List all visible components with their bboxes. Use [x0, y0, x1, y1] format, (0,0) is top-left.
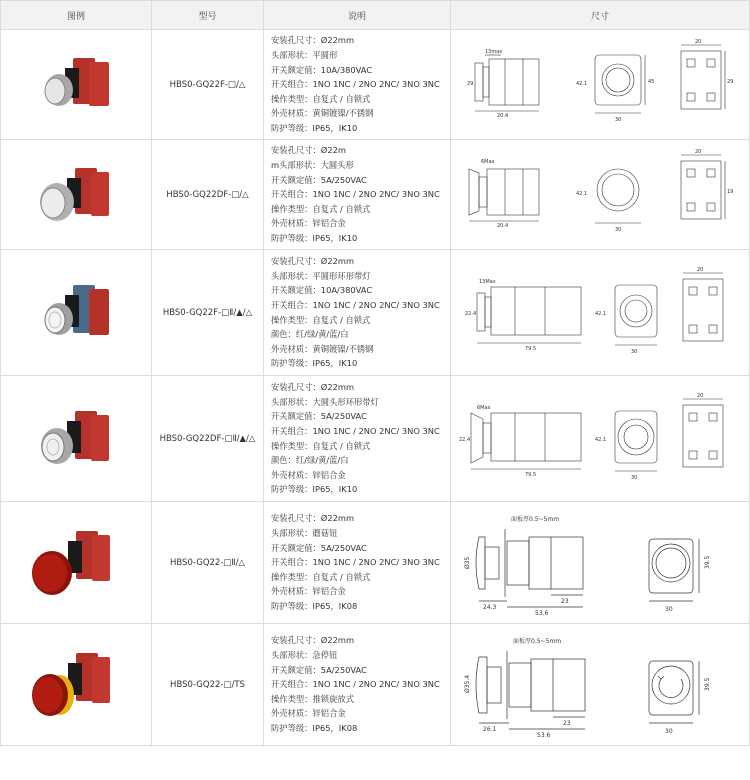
spec-line: 防护等级：IP65，IK10: [271, 122, 358, 133]
svg-text:19: 19: [727, 189, 734, 195]
svg-text:30: 30: [615, 117, 622, 123]
svg-text:22.4: 22.4: [465, 310, 477, 317]
spec-line: 开关组合：1NO 1NC / 2NO 2NC/ 3NO 3NC: [271, 557, 440, 568]
push-button-large-head-image: [31, 160, 121, 230]
spec-line: 头部形状：急停钮: [271, 650, 338, 661]
spec-line: 开关组合：1NO 1NC / 2NO 2NC/ 3NO 3NC: [271, 79, 440, 90]
spec-line: 操作类型：自复式 / 自锁式: [271, 93, 371, 104]
dimension-drawing-cell: [451, 30, 750, 140]
model-code: HBS0-GQ22DF-□Ⅱ/▲/△: [152, 376, 264, 502]
product-row: [1, 140, 750, 250]
spec-line: 安装孔尺寸：Ø22m: [271, 145, 346, 156]
product-row: [1, 30, 750, 140]
spec-line: 头部形状：大圆头形环形带灯: [271, 396, 379, 407]
svg-text:20: 20: [695, 39, 702, 45]
dimension-drawing: [455, 629, 745, 741]
svg-text:23: 23: [561, 597, 569, 605]
dimension-drawing: [455, 263, 745, 363]
svg-text:23: 23: [563, 719, 571, 727]
dimension-drawing-cell: [451, 140, 750, 250]
svg-text:26.1: 26.1: [483, 725, 497, 733]
product-image-cell: [1, 250, 152, 376]
svg-text:79.5: 79.5: [525, 345, 537, 352]
dimension-drawing-cell: [451, 624, 750, 746]
product-image-cell: [1, 624, 152, 746]
product-row: [1, 624, 750, 746]
spec-line: 颜色：红/绿/黄/蓝/白: [271, 329, 349, 340]
svg-text:6Max: 6Max: [477, 404, 491, 411]
svg-text:53.6: 53.6: [535, 609, 549, 617]
spec-line: 外壳材质：锌铝合金: [271, 469, 346, 480]
header-description: 说明: [264, 1, 451, 30]
model-code: HBS0-GQ22F-□/△: [152, 30, 264, 140]
spec-line: m头部形状：大圆头形: [271, 160, 354, 171]
spec-line: 开关组合：1NO 1NC / 2NO 2NC/ 3NO 3NC: [271, 679, 440, 690]
spec-line: 外壳材质：锌铝合金: [271, 218, 346, 229]
spec-line: 操作类型：自复式 / 自锁式: [271, 314, 371, 325]
spec-line: 外壳材质：锌铝合金: [271, 708, 346, 719]
svg-text:面板厚0.5~5mm: 面板厚0.5~5mm: [511, 515, 560, 523]
svg-text:29: 29: [467, 81, 474, 87]
model-code: HBS0-GQ22F-□Ⅱ/▲/△: [152, 250, 264, 376]
spec-line: 安装孔尺寸：Ø22mm: [271, 635, 355, 646]
spec-line: 头部形状：蘑菇钮: [271, 528, 338, 539]
description-cell: [264, 30, 451, 140]
spec-line: 开关组合：1NO 1NC / 2NO 2NC/ 3NO 3NC: [271, 189, 440, 200]
spec-line: 外壳材质：黄铜镀镍/不锈钢: [271, 108, 374, 119]
dimension-drawing: [455, 389, 745, 489]
spec-line: 安装孔尺寸：Ø22mm: [271, 35, 355, 46]
svg-text:42.1: 42.1: [576, 81, 588, 87]
header-model: 型号: [152, 1, 264, 30]
spec-line: 防护等级：IP65，IK10: [271, 232, 358, 243]
dimension-drawing-cell: [451, 502, 750, 624]
svg-text:53.6: 53.6: [537, 731, 551, 739]
mushroom-button-image: [26, 523, 126, 603]
push-button-large-ring-illuminated-image: [31, 401, 121, 476]
spec-line: 开关组合：1NO 1NC / 2NO 2NC/ 3NO 3NC: [271, 425, 440, 436]
spec-line: 防护等级：IP65，IK10: [271, 484, 358, 495]
product-image-cell: [1, 140, 152, 250]
svg-text:22.4: 22.4: [459, 436, 471, 443]
svg-text:Ø35: Ø35: [464, 556, 471, 569]
svg-text:20: 20: [697, 392, 704, 399]
svg-text:24.3: 24.3: [483, 603, 497, 611]
svg-text:面板厚0.5~5mm: 面板厚0.5~5mm: [513, 637, 562, 645]
svg-text:30: 30: [631, 348, 638, 355]
svg-text:30: 30: [665, 605, 673, 613]
spec-line: 开关额定值：10A/380VAC: [271, 64, 373, 75]
svg-text:30: 30: [615, 227, 622, 233]
dimension-drawing: [455, 37, 745, 132]
product-image-cell: [1, 502, 152, 624]
svg-text:20.4: 20.4: [497, 113, 509, 119]
svg-text:39.5: 39.5: [704, 555, 711, 569]
svg-text:42.1: 42.1: [595, 436, 607, 443]
svg-text:13Max: 13Max: [479, 278, 496, 285]
svg-text:20: 20: [697, 266, 704, 273]
spec-line: 安装孔尺寸：Ø22mm: [271, 382, 355, 393]
header-dimensions: 尺寸: [451, 1, 750, 30]
model-code: HBS0-GQ22DF-□/△: [152, 140, 264, 250]
dimension-drawing: [455, 507, 745, 619]
description-cell: [264, 502, 451, 624]
spec-line: 操作类型：自复式 / 自锁式: [271, 440, 371, 451]
spec-line: 防护等级：IP65，IK08: [271, 600, 358, 611]
spec-line: 安装孔尺寸：Ø22mm: [271, 256, 355, 267]
product-row: [1, 250, 750, 376]
product-row: [1, 376, 750, 502]
spec-line: 操作类型：自复式 / 自锁式: [271, 571, 371, 582]
header-row: [1, 1, 750, 30]
emergency-stop-button-image: [26, 645, 126, 725]
svg-text:45: 45: [648, 79, 655, 85]
spec-line: 操作类型：推锁旋放式: [271, 693, 354, 704]
svg-text:Ø35.4: Ø35.4: [464, 674, 471, 693]
spec-line: 开关组合：1NO 1NC / 2NO 2NC/ 3NO 3NC: [271, 299, 440, 310]
spec-line: 开关额定值：5A/250VAC: [271, 542, 367, 553]
svg-text:29: 29: [727, 79, 734, 85]
svg-text:6Max: 6Max: [481, 159, 495, 165]
push-button-ring-illuminated-image: [31, 275, 121, 350]
description-cell: [264, 376, 451, 502]
product-image-cell: [1, 376, 152, 502]
svg-text:30: 30: [631, 474, 638, 481]
dimension-drawing: [455, 147, 745, 242]
product-row: [1, 502, 750, 624]
svg-text:42.1: 42.1: [595, 310, 607, 317]
push-button-flush-image: [31, 50, 121, 120]
spec-line: 安装孔尺寸：Ø22mm: [271, 513, 355, 524]
spec-line: 防护等级：IP65，IK10: [271, 358, 358, 369]
model-code: HBS0-GQ22-□/TS: [152, 624, 264, 746]
spec-line: 防护等级：IP65，IK08: [271, 722, 358, 733]
spec-line: 外壳材质：锌铝合金: [271, 586, 346, 597]
spec-line: 头部形状：平圆形环形带灯: [271, 270, 371, 281]
svg-text:20: 20: [695, 149, 702, 155]
dimension-drawing-cell: [451, 250, 750, 376]
model-code: HBS0-GQ22-□Ⅱ/△: [152, 502, 264, 624]
svg-text:42.1: 42.1: [576, 191, 588, 197]
description-cell: [264, 140, 451, 250]
description-cell: [264, 624, 451, 746]
svg-text:30: 30: [665, 727, 673, 735]
spec-line: 操作类型：自复式 / 自锁式: [271, 203, 371, 214]
svg-text:13max: 13max: [485, 49, 503, 55]
spec-line: 外壳材质：黄铜镀镍/不锈钢: [271, 343, 374, 354]
spec-line: 开关额定值：10A/380VAC: [271, 285, 373, 296]
description-cell: [264, 250, 451, 376]
svg-text:39.5: 39.5: [704, 677, 711, 691]
dimension-drawing-cell: [451, 376, 750, 502]
spec-line: 开关额定值：5A/250VAC: [271, 174, 367, 185]
spec-line: 开关额定值：5A/250VAC: [271, 664, 367, 675]
spec-line: 头部形状：平圆形: [271, 50, 338, 61]
svg-text:20.4: 20.4: [497, 223, 509, 229]
product-image-cell: [1, 30, 152, 140]
svg-text:79.5: 79.5: [525, 471, 537, 478]
header-legend: 图例: [1, 1, 152, 30]
spec-line: 开关额定值：5A/250VAC: [271, 411, 367, 422]
spec-line: 颜色：红/绿/黄/蓝/白: [271, 455, 349, 466]
